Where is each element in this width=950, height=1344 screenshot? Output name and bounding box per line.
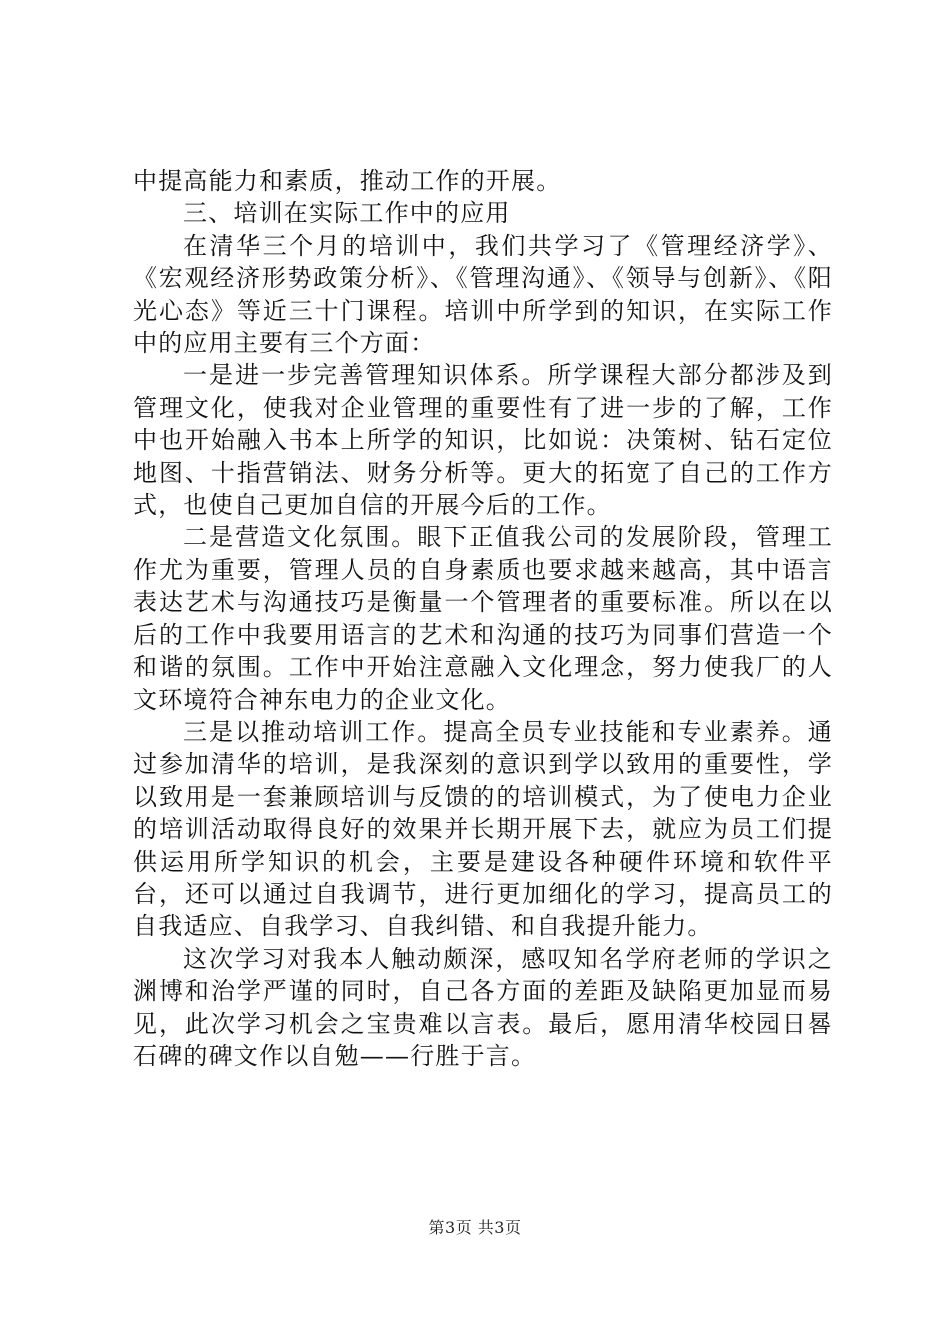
paragraph-conclusion: 这次学习对我本人触动颇深，感叹知名学府老师的学识之渊博和治学严谨的同时，自己各方面的差距及缺陷更加显而易见，此次学习机会之宝贵难以言表。最后，愿用清华校园日晷石碑的碑文作以自勉——行胜于言。 (133, 944, 833, 1070)
paragraph-point-two: 二是营造文化氛围。眼下正值我公司的发展阶段，管理工作尤为重要，管理人员的自身素质也要求越来越高，其中语言表达艺术与沟通技巧是衡量一个管理者的重要标准。所以在以后的工作中我要用语言的艺术和沟通的技巧为同事们营造一个和谐的氛围。工作中开始注意融入文化理念，努力使我厂的人文环境符合神东电力的企业文化。 (133, 523, 833, 714)
paragraph-point-three: 三是以推动培训工作。提高全员专业技能和专业素养。通过参加清华的培训，是我深刻的意识到学以致用的重要性，学以致用是一套兼顾培训与反馈的的培训模式，为了使电力企业的培训活动取得良好的效果并长期开展下去，就应为员工们提供运用所学知识的机会，主要是建设各种硬件环境和软件平台，还可以通过自我调节，进行更加细化的学习，提高员工的自我适应、自我学习、自我纠错、和自我提升能力。 (133, 717, 833, 941)
paragraph-point-one: 一是进一步完善管理知识体系。所学课程大部分都涉及到管理文化，使我对企业管理的重要性有了进一步的了解，工作中也开始融入书本上所学的知识，比如说：决策树、钻石定位地图、十指营销法、财务分析等。更大的拓宽了自己的工作方式，也使自己更加自信的开展今后的工作。 (133, 361, 833, 520)
page-footer: 第3页 共3页 (428, 1218, 522, 1237)
document-body (133, 165, 833, 1072)
paragraph-intro: 在清华三个月的培训中，我们共学习了《管理经济学》、《宏观经济形势政策分析》、《管理沟通》、《领导与创新》、《阳光心态》等近三十门课程。培训中所学到的知识，在实际工作中的应用主要有三个方面： (133, 231, 833, 358)
section-heading: 三、培训在实际工作中的应用 (183, 199, 511, 228)
paragraph-continuation: 中提高能力和素质，推动工作的开展。 (133, 167, 562, 195)
